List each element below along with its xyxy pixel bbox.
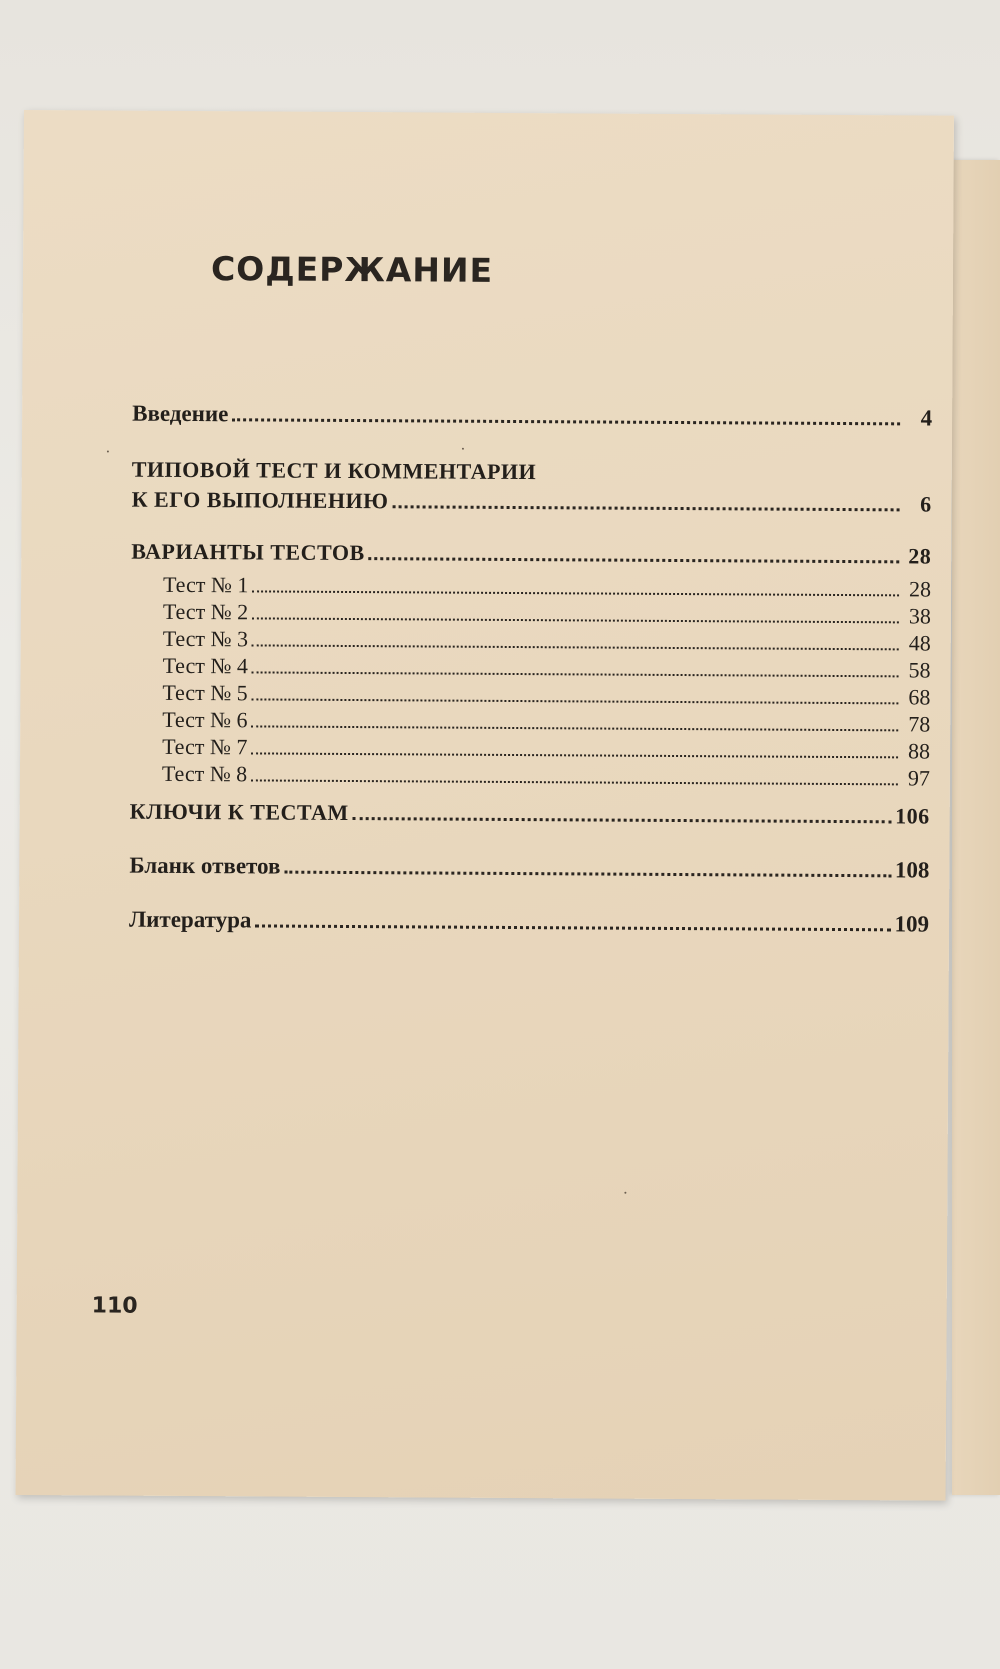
toc-entry-label: КЛЮЧИ К ТЕСТАМ bbox=[129, 798, 349, 825]
toc-entry-page: 28 bbox=[909, 576, 932, 602]
dot-leader bbox=[232, 418, 900, 425]
toc-entry-variants bbox=[131, 539, 931, 570]
toc-entry-page: 58 bbox=[908, 657, 931, 683]
toc-entry-literature bbox=[129, 907, 929, 938]
toc-entry-label: ВАРИАНТЫ ТЕСТОВ bbox=[131, 538, 365, 566]
paper-speck bbox=[462, 448, 464, 450]
dot-leader bbox=[251, 752, 898, 758]
dot-leader bbox=[252, 644, 899, 650]
page-title: СОДЕРЖАНИЕ bbox=[210, 249, 494, 290]
toc-entry-label: Тест № 7 bbox=[162, 733, 248, 760]
toc-entry-test bbox=[130, 760, 930, 792]
dot-leader bbox=[252, 617, 899, 623]
toc-entry-label-line2: К ЕГО ВЫПОЛНЕНИЮ bbox=[131, 486, 389, 514]
toc-entry-page: 109 bbox=[894, 911, 930, 937]
toc-entry-keys bbox=[130, 799, 930, 830]
toc-entry-label-line1: ТИПОВОЙ ТЕСТ И КОММЕНТАРИИ bbox=[131, 456, 537, 485]
toc-entry-label: Тест № 2 bbox=[162, 598, 249, 625]
toc-entry-page: 97 bbox=[907, 765, 931, 791]
dot-leader bbox=[252, 725, 899, 731]
toc-entry-page: 6 bbox=[920, 491, 932, 517]
toc-entry-label: Тест № 3 bbox=[162, 625, 249, 652]
toc-entry-page: 106 bbox=[895, 803, 930, 829]
dot-leader bbox=[255, 924, 890, 931]
dot-leader bbox=[252, 590, 899, 596]
dot-leader bbox=[353, 817, 892, 823]
dot-leader bbox=[284, 871, 890, 878]
toc-entry-label: Тест № 4 bbox=[162, 652, 248, 679]
toc-entry-answer-sheet bbox=[129, 853, 929, 884]
toc-entry-label: Бланк ответов bbox=[129, 852, 281, 879]
toc-entry-label: Тест № 8 bbox=[161, 760, 248, 787]
toc-entry-typical-test bbox=[132, 457, 932, 518]
toc-entry-page: 78 bbox=[908, 711, 931, 737]
toc-entry-label: Литература bbox=[128, 906, 252, 933]
paper-speck bbox=[107, 451, 109, 453]
toc-entry-page: 4 bbox=[920, 405, 933, 431]
tests-list bbox=[130, 571, 931, 792]
toc-entry-label: Тест № 1 bbox=[163, 571, 249, 598]
page-number: 110 bbox=[91, 1293, 138, 1319]
toc-entry-intro bbox=[132, 401, 932, 432]
toc-entry-page: 88 bbox=[908, 738, 931, 764]
book-page bbox=[16, 110, 954, 1501]
dot-leader bbox=[369, 557, 900, 563]
table-of-contents bbox=[129, 401, 932, 938]
next-page-edge bbox=[952, 160, 1000, 1495]
toc-entry-label: Тест № 5 bbox=[162, 679, 248, 706]
dot-leader bbox=[252, 671, 899, 677]
toc-entry-page: 68 bbox=[908, 684, 931, 710]
dot-leader bbox=[392, 505, 899, 511]
toc-entry-label: Введение bbox=[132, 400, 229, 427]
toc-entry-page: 48 bbox=[908, 630, 931, 656]
toc-entry-label: Тест № 6 bbox=[162, 706, 248, 733]
toc-entry-page: 28 bbox=[908, 543, 932, 569]
dot-leader bbox=[251, 779, 898, 785]
paper-speck bbox=[624, 1192, 626, 1194]
toc-entry-page: 38 bbox=[908, 603, 932, 629]
toc-entry-typical-test-line2 bbox=[132, 487, 932, 518]
dot-leader bbox=[252, 698, 899, 704]
toc-entry-page: 108 bbox=[894, 857, 930, 883]
